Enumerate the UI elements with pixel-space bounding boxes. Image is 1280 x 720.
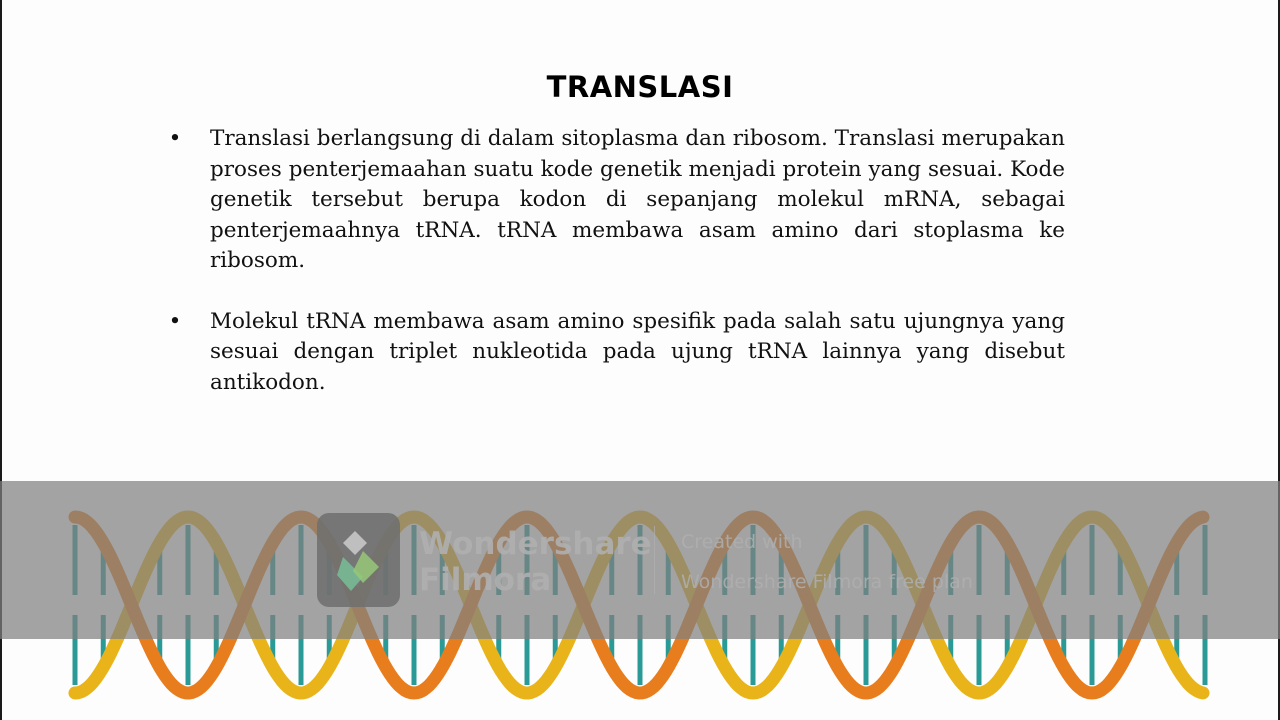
watermark-created-with: Created with xyxy=(681,531,803,553)
watermark-brand-line1: Wondershare xyxy=(419,526,652,562)
watermark-plan: Wondershare Filmora free plan xyxy=(681,571,973,593)
bullet-item xyxy=(165,307,1065,399)
filmora-logo-icon xyxy=(317,513,400,607)
slide-title: TRANSLASI xyxy=(546,70,734,104)
bullet-marker: • xyxy=(168,126,182,151)
bullet-list xyxy=(165,124,1065,398)
bullet-text: Molekul tRNA membawa asam amino spesifik pada salah satu ujungnya yang sesuai dengan triplet nukleotida pada ujung tRNA lainnya yang disebut antikodon. xyxy=(210,308,1065,395)
watermark-divider xyxy=(654,526,655,594)
watermark-brand xyxy=(419,526,652,598)
filmora-logo xyxy=(317,513,400,607)
bullet-text: Translasi berlangsung di dalam sitoplasma dan ribosom. Translasi merupakan proses penterjemaahan suatu kode genetik menjadi protein yang sesuai. Kode genetik tersebut berupa kodon di sepanjang molekul mRNA, sebagai penterjemaahnya tRNA. tRNA membawa asam amino dari stoplasma ke ribosom. xyxy=(210,126,1065,273)
bullet-marker: • xyxy=(168,308,182,334)
bullet-item xyxy=(165,124,1065,277)
watermark-brand-line2: Filmora xyxy=(419,562,552,598)
